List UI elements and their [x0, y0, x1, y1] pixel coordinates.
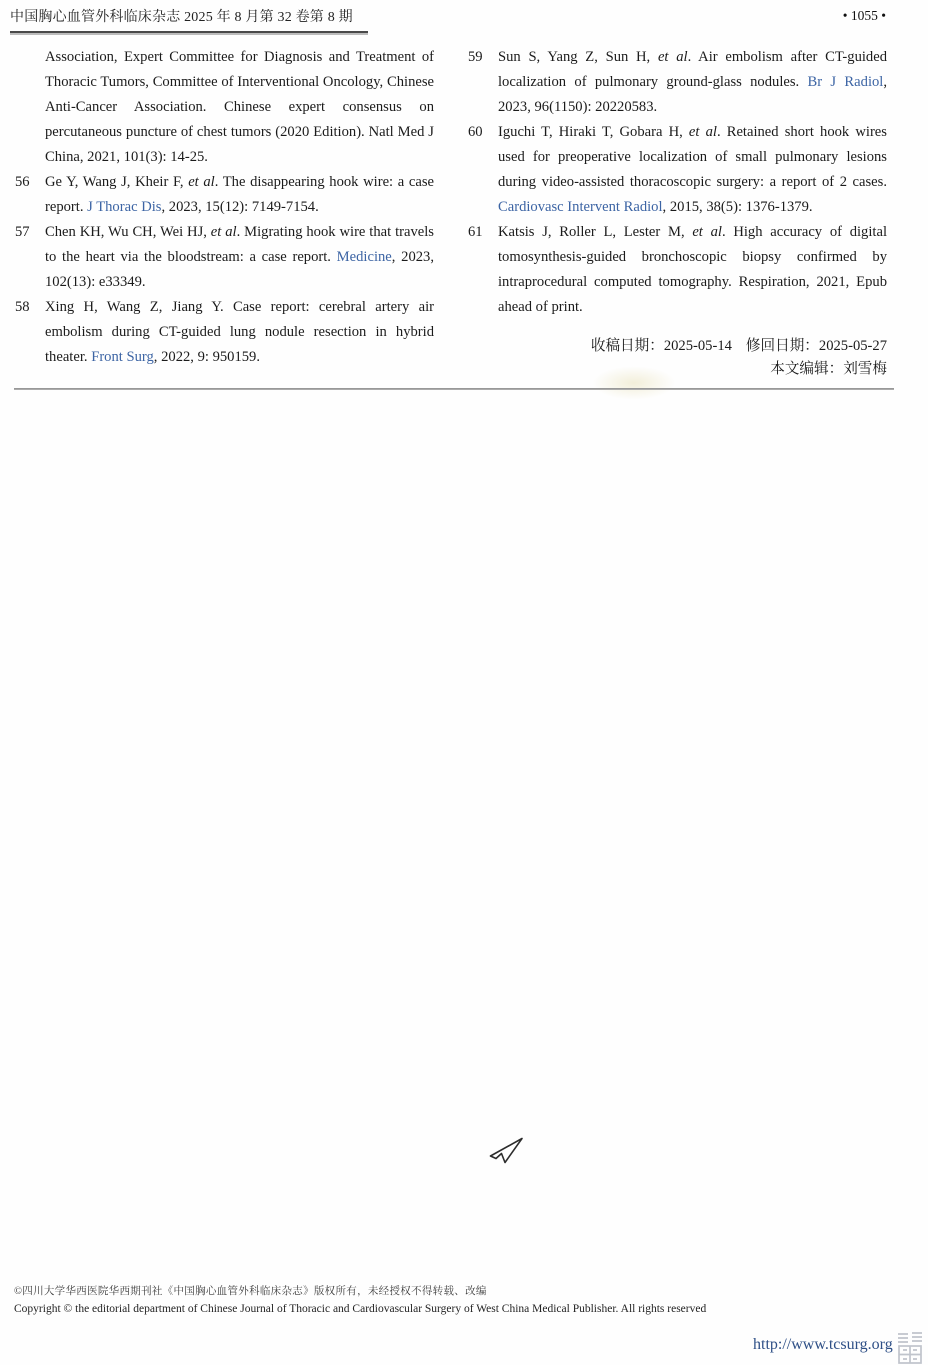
- journal-name-link[interactable]: J Thorac Dis: [87, 199, 162, 215]
- received-date: 收稿日期：2025-05-14: [590, 338, 732, 354]
- revised-date: 修回日期：2025-05-27: [745, 338, 887, 354]
- et-al-italic: et al: [688, 124, 717, 140]
- reference-item-57: [15, 220, 434, 295]
- reference-number: 58: [15, 299, 30, 315]
- reference-number: 61: [468, 224, 483, 240]
- reference-item-56: [15, 170, 434, 220]
- journal-website-link[interactable]: http://www.tcsurg.org: [753, 1336, 893, 1353]
- et-al-italic: et al: [692, 224, 722, 240]
- reference-text-run: , 2023, 96(1150): 20220583.: [498, 74, 888, 115]
- section-divider-rule: [14, 388, 894, 390]
- reference-number: 56: [15, 174, 30, 190]
- references-left-column: [15, 45, 434, 381]
- reference-text: [45, 49, 434, 165]
- reference-text-run: . Retained short hook wires used for preoperative localization of small pulmonary lesions during video-assisted thoracoscopic surgery: a report of 2 cases.: [498, 124, 887, 190]
- reference-text-run: Ge Y, Wang J, Kheir F,: [45, 174, 189, 190]
- journal-title: 中国胸心血管外科临床杂志 2025 年 8 月第 32 卷第 8 期: [10, 10, 353, 25]
- reference-text-run: Xing H, Wang Z, Jiang Y. Case report: cerebral artery air embolism during CT-guided lung nodule resection in hybrid theater.: [45, 299, 434, 365]
- reference-text-run: Iguchi T, Hiraki T, Gobara H,: [498, 124, 689, 140]
- journal-name-link[interactable]: Cardiovasc Intervent Radiol: [498, 199, 663, 215]
- reference-text-run: . The disappearing hook wire: a case report.: [45, 174, 434, 215]
- references-section: [15, 45, 887, 381]
- masthead: [10, 6, 894, 33]
- et-al-italic: et al: [657, 49, 688, 65]
- reference-number: 57: [15, 224, 30, 240]
- reference-item-59: [468, 45, 887, 120]
- reference-text-run: , 2023, 102(13): e33349.: [45, 249, 434, 290]
- reference-text-run: , 2015, 38(5): 1376-1379.: [662, 199, 813, 215]
- reference-text-run: Chen KH, Wu CH, Wei HJ,: [45, 224, 211, 240]
- reference-text-run: Association, Expert Committee for Diagnosis and Treatment of Thoracic Tumors, Committee of Interventional Oncology, Chinese Anti-Cancer Association. Chinese expert consensus on percutaneous puncture of chest tumors (2020 Edition). Natl Med J China, 2021, 101(3): 14-25.: [45, 49, 434, 165]
- reference-text: [498, 224, 887, 315]
- reference-item-61: [468, 220, 887, 320]
- reference-number: 59: [468, 49, 483, 65]
- reference-text-run: . Migrating hook wire that travels to the heart via the bloodstream: a case report.: [45, 224, 434, 265]
- dates-line: [468, 335, 887, 358]
- masthead-rule: [10, 31, 368, 33]
- reference-number: 60: [468, 124, 483, 140]
- reference-text: [45, 174, 434, 215]
- copyright-english: Copyright © the editorial department of Chinese Journal of Thoracic and Cardiovascular Surgery of West China Medical Publisher. All rights reserved: [14, 1303, 707, 1315]
- reference-text-run: Katsis J, Roller L, Lester M,: [498, 224, 693, 240]
- reference-text-run: Sun S, Yang Z, Sun H,: [498, 49, 658, 65]
- reference-text: [45, 224, 434, 290]
- reference-text-run: . Air embolism after CT-guided localization of pulmonary ground-glass nodules.: [498, 49, 887, 90]
- reference-text-run: . High accuracy of digital tomosynthesis-guided bronchoscopic biopsy confirmed by intraprocedural computed tomography. Respiration, 2021, Epub ahead of print.: [498, 224, 887, 315]
- et-al-italic: et al: [210, 224, 237, 240]
- manuscript-dates: [468, 335, 887, 381]
- page-number: • 1055 •: [842, 8, 886, 23]
- references-right-column: [468, 45, 887, 381]
- mouse-cursor-icon: [487, 1135, 529, 1167]
- reference-text-run: , 2022, 9: 950159.: [153, 349, 261, 365]
- reference-item-58: [15, 295, 434, 370]
- reference-item-60: [468, 120, 887, 220]
- reference-text: [498, 49, 887, 115]
- reference-item-continuation: [15, 45, 434, 170]
- reference-text: [45, 299, 434, 365]
- journal-name-link[interactable]: Br J Radiol: [807, 74, 884, 90]
- reference-text: [498, 124, 887, 215]
- editor-line: 本文编辑：刘雪梅: [770, 361, 887, 377]
- et-al-italic: et al: [188, 174, 215, 190]
- copyright-chinese: ©四川大学华西医院华西期刊社《中国胸心血管外科临床杂志》版权所有，未经授权不得转载、改编: [14, 1286, 487, 1297]
- reference-text-run: , 2023, 15(12): 7149-7154.: [161, 199, 319, 215]
- journal-name-link[interactable]: Front Surg: [91, 349, 154, 365]
- publisher-watermark-icon: [897, 1331, 923, 1365]
- journal-name-link[interactable]: Medicine: [336, 249, 392, 265]
